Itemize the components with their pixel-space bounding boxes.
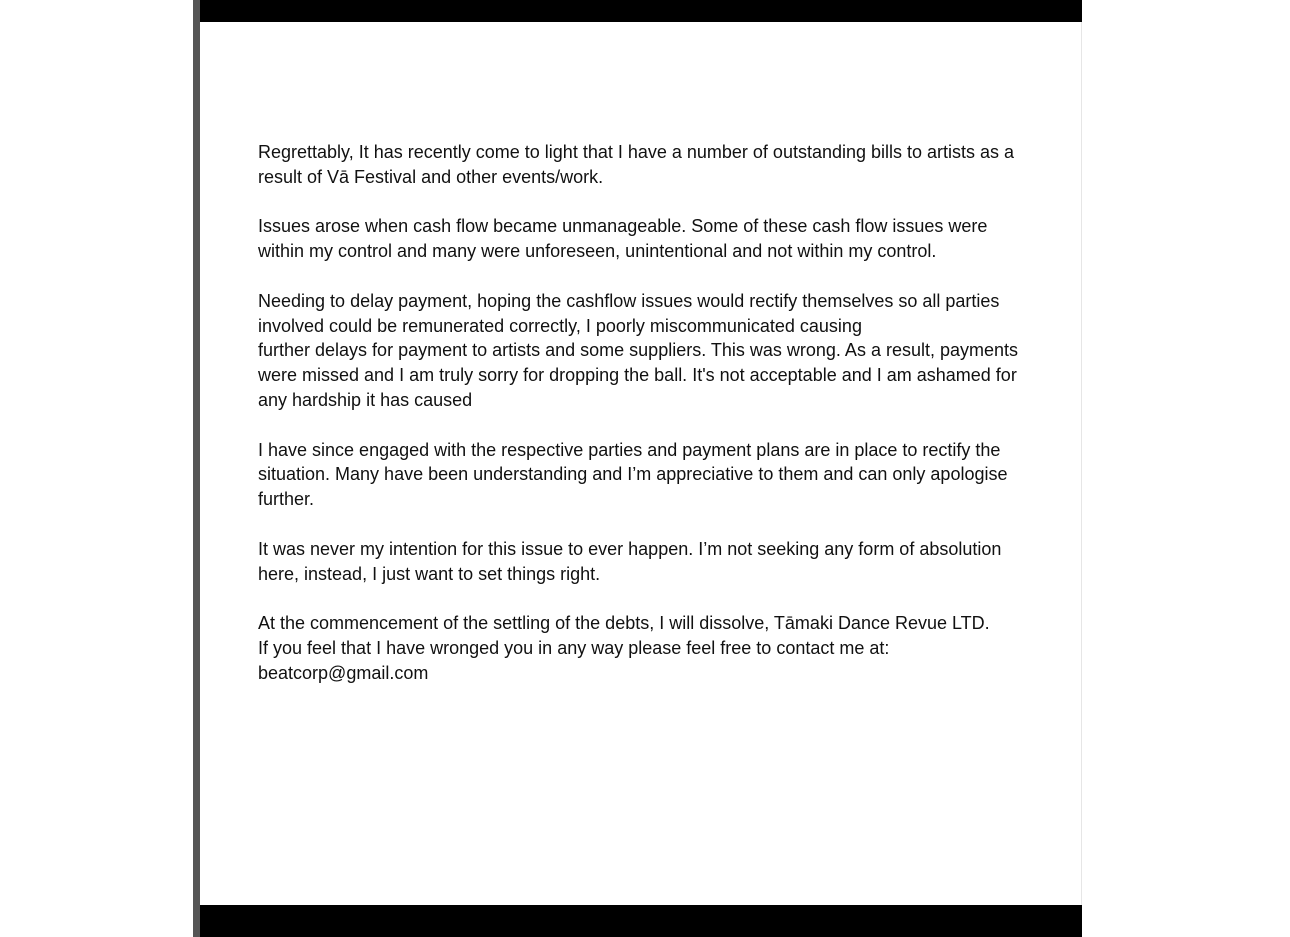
document-page: [200, 0, 1082, 937]
paragraph-outstanding-bills: [258, 140, 1058, 190]
text-line: further.: [258, 489, 315, 510]
text-line: any hardship it has caused: [258, 389, 473, 410]
text-line: Regrettably, It has recently come to light that I have a number of outstanding bills to artists as a: [258, 142, 1015, 162]
paragraph-delayed-payment: [258, 289, 1058, 413]
text-line: situation. Many have been understanding and I’m appreciative to them and can only apologise: [258, 464, 1008, 485]
paragraph-dissolve-contact: [258, 611, 1058, 685]
text-line: If you feel that I have wronged you in any way please feel free to contact me at:: [258, 637, 890, 658]
letter-body: [258, 140, 1058, 710]
text-line: here, instead, I just want to set things right.: [258, 563, 601, 584]
text-line: It was never my intention for this issue to ever happen. I’m not seeking any form of absolution: [258, 538, 1002, 559]
paragraph-payment-plans: [258, 438, 1058, 512]
bottom-black-bar: [200, 905, 1082, 937]
contact-email: beatcorp@gmail.com: [258, 662, 429, 683]
text-line: I have since engaged with the respective parties and payment plans are in place to rectify the: [258, 439, 1001, 460]
left-edge-shadow: [193, 0, 200, 937]
text-line: Needing to delay payment, hoping the cashflow issues would rectify themselves so all parties: [258, 290, 1000, 311]
text-line: involved could be remunerated correctly, I poorly miscommunicated causing: [258, 315, 862, 336]
paragraph-cash-flow-issues: [258, 214, 1058, 264]
text-line: further delays for payment to artists and some suppliers. This was wrong. As a result, payments: [258, 340, 1019, 361]
text-line: within my control and many were unforeseen, unintentional and not within my control.: [258, 241, 937, 262]
top-black-bar: [200, 0, 1082, 22]
paragraph-intention: [258, 537, 1058, 587]
text-line: At the commencement of the settling of the debts, I will dissolve, Tāmaki Dance Revue LTD.: [258, 613, 990, 634]
text-line: Issues arose when cash flow became unmanageable. Some of these cash flow issues were: [258, 216, 988, 237]
text-line: were missed and I am truly sorry for dropping the ball. It's not acceptable and I am ashamed for: [258, 365, 1017, 386]
text-line: result of Vā Festival and other events/work.: [258, 166, 604, 187]
